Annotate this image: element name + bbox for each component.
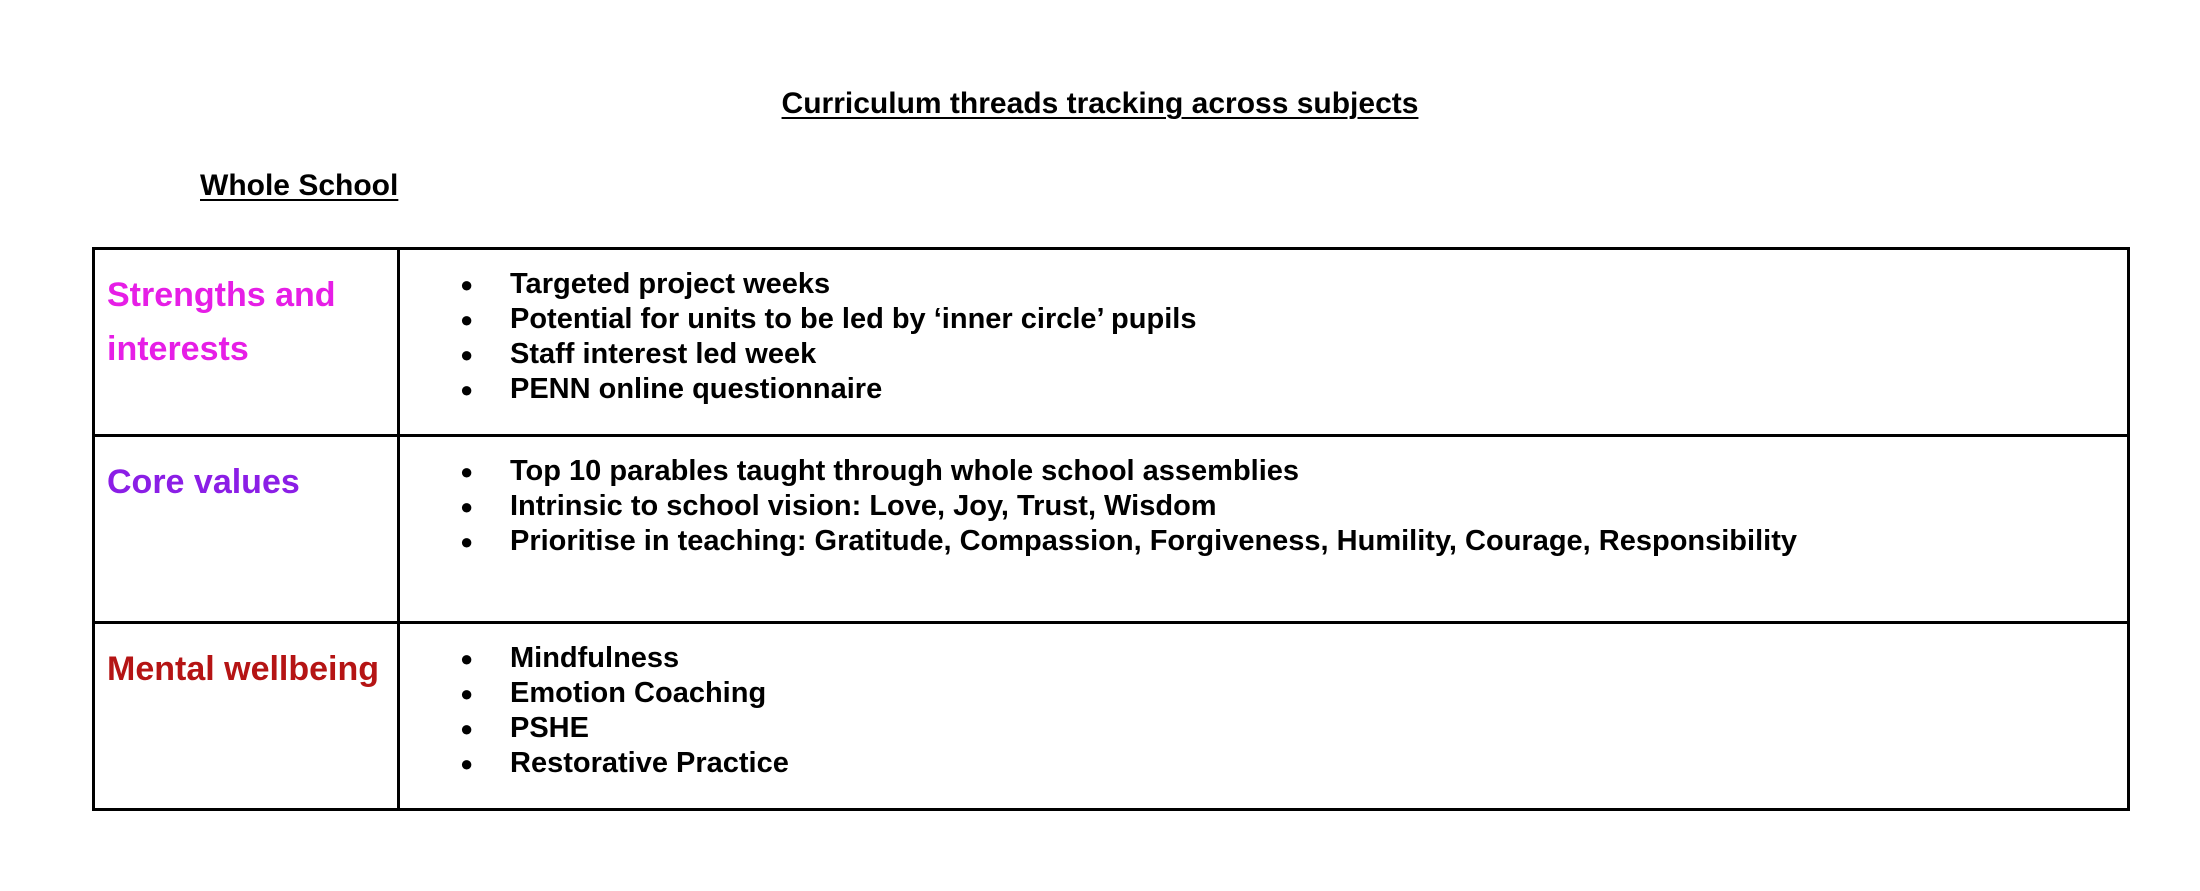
list-item [460, 372, 2127, 407]
bullet-icon: ● [460, 342, 474, 367]
list-item-text: Restorative Practice [510, 747, 789, 779]
list-item-text: Mindfulness [510, 642, 680, 674]
list-item [460, 676, 2127, 711]
row-items-cell [399, 249, 2129, 436]
list-item-text: Top 10 parables taught through whole school assemblies [510, 455, 1300, 487]
bullet-icon: ● [460, 751, 474, 776]
bullet-icon: ● [460, 716, 474, 741]
table-body [94, 249, 2129, 810]
list-item-text: Staff interest led week [510, 338, 817, 370]
row-items-cell [399, 623, 2129, 810]
list-item [460, 454, 2127, 489]
bullet-icon: ● [460, 529, 474, 554]
list-item-text: Potential for units to be led by ‘inner circle’ pupils [510, 303, 1197, 335]
bullet-icon: ● [460, 494, 474, 519]
list-item [460, 711, 2127, 746]
bullet-icon: ● [460, 377, 474, 402]
bullet-icon: ● [460, 646, 474, 671]
row-label-mental-wellbeing: Mental wellbeing [94, 623, 399, 810]
list-item [460, 524, 2127, 559]
bullet-icon: ● [460, 459, 474, 484]
bullet-icon: ● [460, 272, 474, 297]
table-row [94, 436, 2129, 623]
list-item [460, 337, 2127, 372]
list-item-text: Emotion Coaching [510, 677, 767, 709]
row-items-cell [399, 436, 2129, 623]
list-item-text: PENN online questionnaire [510, 373, 883, 405]
row-label-strengths-and-interests: Strengths and interests [94, 249, 399, 436]
bullet-icon: ● [460, 307, 474, 332]
document-title: Curriculum threads tracking across subjects [781, 87, 1419, 120]
bullet-list [400, 641, 2127, 781]
section-heading: Whole School [200, 169, 399, 202]
list-item [460, 489, 2127, 524]
table-row [94, 623, 2129, 810]
list-item [460, 746, 2127, 781]
bullet-icon: ● [460, 681, 474, 706]
row-label-core-values: Core values [94, 436, 399, 623]
list-item [460, 267, 2127, 302]
bullet-list [400, 454, 2127, 559]
list-item-text: PSHE [510, 712, 589, 744]
table-row [94, 249, 2129, 436]
list-item-text: Intrinsic to school vision: Love, Joy, Trust, Wisdom [510, 490, 1217, 522]
curriculum-threads-table [92, 247, 2130, 811]
list-item [460, 302, 2127, 337]
list-item-text: Prioritise in teaching: Gratitude, Compassion, Forgiveness, Humility, Courage, Responsibility [510, 525, 1797, 557]
list-item-text: Targeted project weeks [510, 268, 831, 300]
bullet-list [400, 267, 2127, 407]
list-item [460, 641, 2127, 676]
